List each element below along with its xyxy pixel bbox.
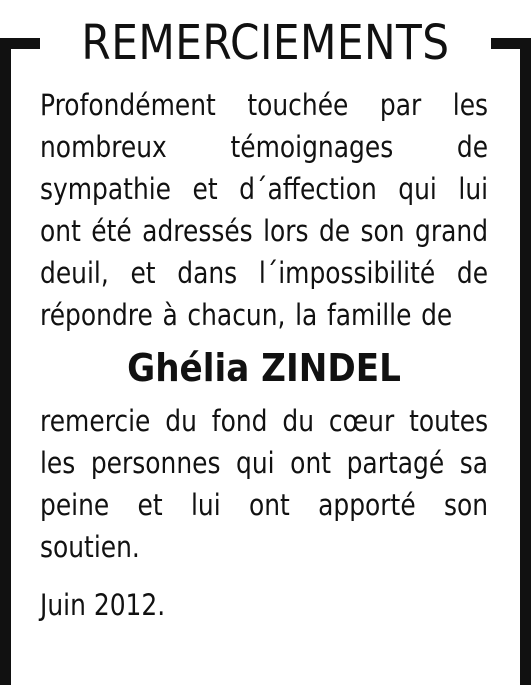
border-left: [0, 38, 11, 685]
deceased-name: Ghélia ZINDEL: [127, 346, 401, 390]
notice-date: Juin 2012.: [40, 588, 166, 622]
border-right: [520, 38, 531, 685]
notice-body: remercie du fond du cœur toutes les personnes qui ont partagé sa peine et lui ont apporté son soutien.: [40, 404, 489, 564]
notice-content: [40, 84, 488, 626]
border-top-right: [491, 38, 531, 49]
notice-intro: Profondément touchée par les nombreux témoignages de sympathie et d´affection qui lui ont été adressés lors de son grand deuil, et dans l´impossibilité de répondre à chacun, la famille de: [40, 88, 489, 332]
notice-title: REMERCIEMENTS: [81, 15, 450, 71]
border-top-left: [0, 38, 40, 49]
